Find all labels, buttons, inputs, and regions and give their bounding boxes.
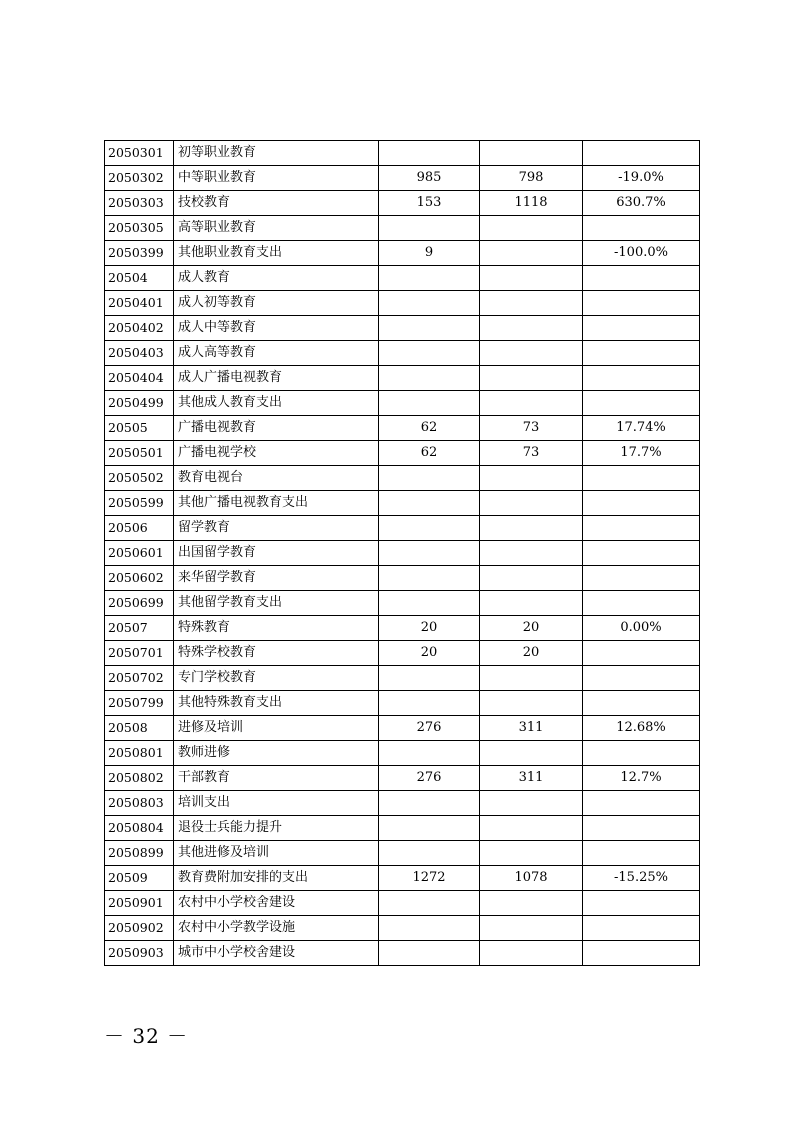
item-name-cell: 专门学校教育 xyxy=(174,666,379,691)
change-percent-cell xyxy=(583,941,700,966)
current-value-cell xyxy=(480,316,583,341)
item-name-cell: 特殊教育 xyxy=(174,616,379,641)
item-name-cell: 初等职业教育 xyxy=(174,141,379,166)
change-percent-cell xyxy=(583,791,700,816)
table-row xyxy=(105,691,700,716)
table-row xyxy=(105,716,700,741)
page-number: － 32 － xyxy=(104,1024,189,1048)
item-code-cell: 2050799 xyxy=(105,691,174,716)
prior-value-cell: 276 xyxy=(379,716,480,741)
item-code-cell: 2050303 xyxy=(105,191,174,216)
prior-value-cell xyxy=(379,341,480,366)
item-code-cell: 2050702 xyxy=(105,666,174,691)
current-value-cell xyxy=(480,691,583,716)
prior-value-cell xyxy=(379,466,480,491)
current-value-cell xyxy=(480,541,583,566)
table-row xyxy=(105,416,700,441)
change-percent-cell: 12.7% xyxy=(583,766,700,791)
item-code-cell: 2050302 xyxy=(105,166,174,191)
change-percent-cell xyxy=(583,366,700,391)
prior-value-cell: 1272 xyxy=(379,866,480,891)
current-value-cell: 1078 xyxy=(480,866,583,891)
change-percent-cell xyxy=(583,741,700,766)
table-row xyxy=(105,391,700,416)
prior-value-cell xyxy=(379,841,480,866)
table-row xyxy=(105,541,700,566)
prior-value-cell xyxy=(379,891,480,916)
item-code-cell: 20505 xyxy=(105,416,174,441)
item-name-cell: 其他成人教育支出 xyxy=(174,391,379,416)
change-percent-cell xyxy=(583,516,700,541)
item-name-cell: 退役士兵能力提升 xyxy=(174,816,379,841)
prior-value-cell: 9 xyxy=(379,241,480,266)
prior-value-cell xyxy=(379,141,480,166)
item-name-cell: 教师进修 xyxy=(174,741,379,766)
current-value-cell xyxy=(480,791,583,816)
change-percent-cell: -15.25% xyxy=(583,866,700,891)
current-value-cell: 311 xyxy=(480,716,583,741)
current-value-cell xyxy=(480,266,583,291)
prior-value-cell xyxy=(379,216,480,241)
change-percent-cell xyxy=(583,316,700,341)
current-value-cell xyxy=(480,141,583,166)
change-percent-cell xyxy=(583,891,700,916)
change-percent-cell xyxy=(583,541,700,566)
current-value-cell xyxy=(480,366,583,391)
current-value-cell: 311 xyxy=(480,766,583,791)
change-percent-cell xyxy=(583,641,700,666)
current-value-cell: 1118 xyxy=(480,191,583,216)
item-code-cell: 2050699 xyxy=(105,591,174,616)
item-name-cell: 出国留学教育 xyxy=(174,541,379,566)
item-name-cell: 成人教育 xyxy=(174,266,379,291)
item-name-cell: 城市中小学校舍建设 xyxy=(174,941,379,966)
table-row xyxy=(105,666,700,691)
current-value-cell: 20 xyxy=(480,616,583,641)
item-code-cell: 20508 xyxy=(105,716,174,741)
prior-value-cell xyxy=(379,541,480,566)
current-value-cell xyxy=(480,466,583,491)
item-code-cell: 2050901 xyxy=(105,891,174,916)
change-percent-cell xyxy=(583,816,700,841)
current-value-cell: 73 xyxy=(480,416,583,441)
change-percent-cell: 630.7% xyxy=(583,191,700,216)
table-row xyxy=(105,591,700,616)
change-percent-cell xyxy=(583,341,700,366)
table-row xyxy=(105,841,700,866)
prior-value-cell xyxy=(379,916,480,941)
prior-value-cell xyxy=(379,941,480,966)
item-name-cell: 农村中小学教学设施 xyxy=(174,916,379,941)
table-row xyxy=(105,341,700,366)
item-code-cell: 2050301 xyxy=(105,141,174,166)
item-name-cell: 高等职业教育 xyxy=(174,216,379,241)
item-code-cell: 2050502 xyxy=(105,466,174,491)
prior-value-cell xyxy=(379,666,480,691)
current-value-cell xyxy=(480,216,583,241)
item-code-cell: 2050402 xyxy=(105,316,174,341)
item-code-cell: 2050499 xyxy=(105,391,174,416)
item-name-cell: 教育费附加安排的支出 xyxy=(174,866,379,891)
item-code-cell: 2050305 xyxy=(105,216,174,241)
current-value-cell xyxy=(480,666,583,691)
table-row xyxy=(105,891,700,916)
table-row xyxy=(105,441,700,466)
table-row xyxy=(105,266,700,291)
item-name-cell: 其他进修及培训 xyxy=(174,841,379,866)
table-row xyxy=(105,141,700,166)
table-row xyxy=(105,516,700,541)
item-name-cell: 其他特殊教育支出 xyxy=(174,691,379,716)
prior-value-cell xyxy=(379,791,480,816)
change-percent-cell: 17.7% xyxy=(583,441,700,466)
table-row xyxy=(105,491,700,516)
current-value-cell xyxy=(480,241,583,266)
table-row xyxy=(105,941,700,966)
prior-value-cell xyxy=(379,566,480,591)
current-value-cell xyxy=(480,291,583,316)
item-code-cell: 2050701 xyxy=(105,641,174,666)
current-value-cell xyxy=(480,516,583,541)
prior-value-cell xyxy=(379,816,480,841)
change-percent-cell xyxy=(583,591,700,616)
current-value-cell xyxy=(480,841,583,866)
prior-value-cell: 20 xyxy=(379,641,480,666)
change-percent-cell xyxy=(583,491,700,516)
table-body xyxy=(105,141,700,966)
change-percent-cell: -100.0% xyxy=(583,241,700,266)
table-row xyxy=(105,216,700,241)
item-code-cell: 20506 xyxy=(105,516,174,541)
item-name-cell: 广播电视教育 xyxy=(174,416,379,441)
table-row xyxy=(105,191,700,216)
item-code-cell: 2050803 xyxy=(105,791,174,816)
item-name-cell: 成人初等教育 xyxy=(174,291,379,316)
table-row xyxy=(105,616,700,641)
change-percent-cell xyxy=(583,141,700,166)
change-percent-cell xyxy=(583,841,700,866)
prior-value-cell: 153 xyxy=(379,191,480,216)
item-code-cell: 2050404 xyxy=(105,366,174,391)
prior-value-cell: 276 xyxy=(379,766,480,791)
item-name-cell: 其他留学教育支出 xyxy=(174,591,379,616)
current-value-cell xyxy=(480,916,583,941)
item-name-cell: 农村中小学校舍建设 xyxy=(174,891,379,916)
table-row xyxy=(105,241,700,266)
table-row xyxy=(105,366,700,391)
change-percent-cell: 17.74% xyxy=(583,416,700,441)
item-code-cell: 2050602 xyxy=(105,566,174,591)
current-value-cell: 20 xyxy=(480,641,583,666)
change-percent-cell xyxy=(583,691,700,716)
table-row xyxy=(105,166,700,191)
change-percent-cell: 0.00% xyxy=(583,616,700,641)
item-name-cell: 其他广播电视教育支出 xyxy=(174,491,379,516)
table-row xyxy=(105,816,700,841)
table-row xyxy=(105,866,700,891)
change-percent-cell xyxy=(583,391,700,416)
item-code-cell: 2050801 xyxy=(105,741,174,766)
table-row xyxy=(105,916,700,941)
table-row xyxy=(105,741,700,766)
item-name-cell: 特殊学校教育 xyxy=(174,641,379,666)
current-value-cell xyxy=(480,341,583,366)
current-value-cell xyxy=(480,591,583,616)
table-row xyxy=(105,291,700,316)
current-value-cell xyxy=(480,941,583,966)
change-percent-cell xyxy=(583,466,700,491)
item-code-cell: 2050802 xyxy=(105,766,174,791)
prior-value-cell xyxy=(379,316,480,341)
prior-value-cell xyxy=(379,691,480,716)
item-code-cell: 20509 xyxy=(105,866,174,891)
change-percent-cell xyxy=(583,916,700,941)
table-row xyxy=(105,766,700,791)
item-name-cell: 成人中等教育 xyxy=(174,316,379,341)
prior-value-cell: 62 xyxy=(379,416,480,441)
current-value-cell xyxy=(480,741,583,766)
change-percent-cell xyxy=(583,216,700,241)
prior-value-cell xyxy=(379,491,480,516)
item-name-cell: 技校教育 xyxy=(174,191,379,216)
change-percent-cell: 12.68% xyxy=(583,716,700,741)
prior-value-cell xyxy=(379,591,480,616)
change-percent-cell xyxy=(583,566,700,591)
prior-value-cell: 62 xyxy=(379,441,480,466)
item-code-cell: 2050899 xyxy=(105,841,174,866)
item-name-cell: 成人广播电视教育 xyxy=(174,366,379,391)
prior-value-cell xyxy=(379,741,480,766)
current-value-cell xyxy=(480,391,583,416)
item-code-cell: 2050501 xyxy=(105,441,174,466)
prior-value-cell xyxy=(379,266,480,291)
table-row xyxy=(105,566,700,591)
item-name-cell: 干部教育 xyxy=(174,766,379,791)
prior-value-cell: 20 xyxy=(379,616,480,641)
item-name-cell: 培训支出 xyxy=(174,791,379,816)
current-value-cell: 73 xyxy=(480,441,583,466)
item-name-cell: 成人高等教育 xyxy=(174,341,379,366)
item-code-cell: 2050903 xyxy=(105,941,174,966)
item-name-cell: 中等职业教育 xyxy=(174,166,379,191)
item-code-cell: 2050403 xyxy=(105,341,174,366)
prior-value-cell: 985 xyxy=(379,166,480,191)
table-row xyxy=(105,466,700,491)
table-row xyxy=(105,316,700,341)
item-name-cell: 来华留学教育 xyxy=(174,566,379,591)
prior-value-cell xyxy=(379,391,480,416)
item-code-cell: 2050601 xyxy=(105,541,174,566)
prior-value-cell xyxy=(379,291,480,316)
change-percent-cell xyxy=(583,266,700,291)
table-row xyxy=(105,791,700,816)
item-name-cell: 进修及培训 xyxy=(174,716,379,741)
change-percent-cell xyxy=(583,291,700,316)
current-value-cell xyxy=(480,891,583,916)
item-code-cell: 20507 xyxy=(105,616,174,641)
current-value-cell xyxy=(480,566,583,591)
item-name-cell: 广播电视学校 xyxy=(174,441,379,466)
table-row xyxy=(105,641,700,666)
item-name-cell: 留学教育 xyxy=(174,516,379,541)
prior-value-cell xyxy=(379,366,480,391)
item-name-cell: 其他职业教育支出 xyxy=(174,241,379,266)
item-code-cell: 2050804 xyxy=(105,816,174,841)
item-code-cell: 2050599 xyxy=(105,491,174,516)
item-name-cell: 教育电视台 xyxy=(174,466,379,491)
change-percent-cell: -19.0% xyxy=(583,166,700,191)
budget-table xyxy=(104,140,700,966)
item-code-cell: 20504 xyxy=(105,266,174,291)
current-value-cell xyxy=(480,491,583,516)
item-code-cell: 2050401 xyxy=(105,291,174,316)
item-code-cell: 2050399 xyxy=(105,241,174,266)
change-percent-cell xyxy=(583,666,700,691)
prior-value-cell xyxy=(379,516,480,541)
item-code-cell: 2050902 xyxy=(105,916,174,941)
current-value-cell: 798 xyxy=(480,166,583,191)
current-value-cell xyxy=(480,816,583,841)
